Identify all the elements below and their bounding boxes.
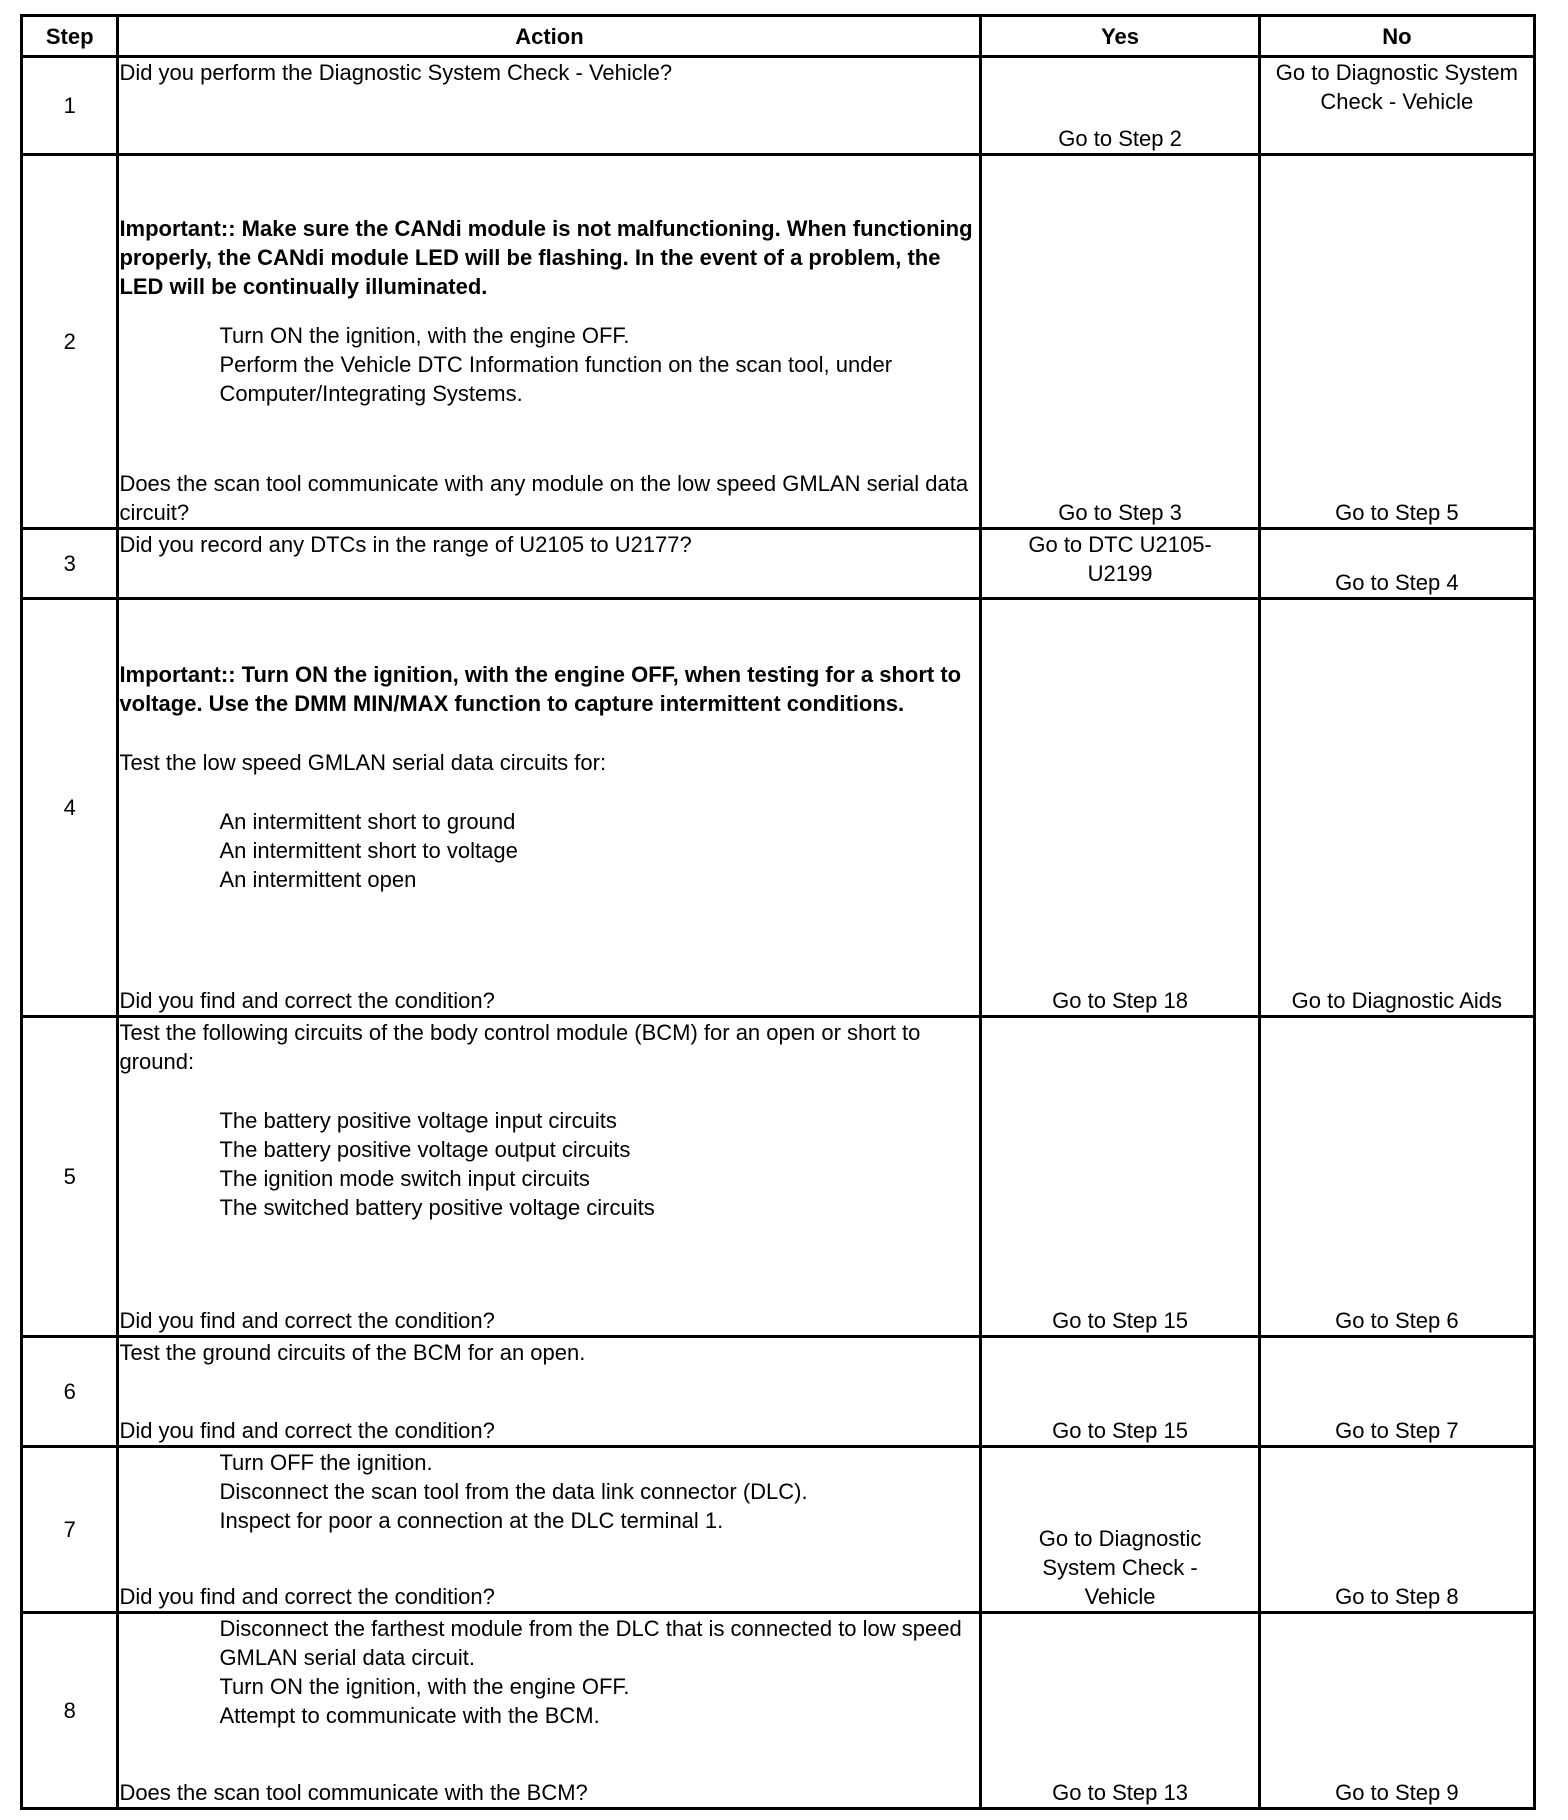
table-row (22, 1017, 1535, 1337)
instruction-item: An intermittent short to ground (219, 809, 516, 834)
header-yes: Yes (981, 16, 1259, 57)
header-row (22, 16, 1535, 57)
yes-cell: Go to Step 13 (981, 1613, 1259, 1809)
action-cell (118, 1017, 981, 1337)
instruction-item: An intermittent short to voltage (219, 838, 518, 863)
no-cell: Go to Step 7 (1259, 1337, 1534, 1447)
question-text: Did you find and correct the condition? (119, 1308, 495, 1333)
question-text: Did you find and correct the condition? (119, 988, 495, 1013)
action-cell (118, 529, 981, 599)
no-cell: Go to Diagnostic Aids (1259, 599, 1534, 1017)
instruction-item: Disconnect the scan tool from the data link connector (DLC). (219, 1479, 808, 1504)
yes-cell: Go to Step 15 (981, 1337, 1259, 1447)
instruction-intro: Test the low speed GMLAN serial data circuits for: (119, 750, 607, 775)
action-cell (118, 1447, 981, 1613)
yes-cell (981, 529, 1259, 599)
action-cell (118, 1337, 981, 1447)
header-step: Step (22, 16, 118, 57)
instruction-item: Disconnect the farthest module from the DLC that is connected to low speed GMLAN serial data circuit. (219, 1616, 962, 1670)
no-cell: Go to Step 8 (1259, 1447, 1534, 1613)
instruction-item: The battery positive voltage output circuits (219, 1137, 631, 1162)
yes-cell: Go to Step 18 (981, 599, 1259, 1017)
important-note: Important:: Make sure the CANdi module is not malfunctioning. When functioning properly, the CANdi module LED will be flashing. In the event of a problem, the LED will be continually illuminated. (119, 216, 973, 299)
step-number: 2 (22, 155, 118, 529)
action-cell (118, 155, 981, 529)
step-number: 3 (22, 529, 118, 599)
important-note: Important:: Turn ON the ignition, with the engine OFF, when testing for a short to voltage. Use the DMM MIN/MAX function to capture intermittent conditions. (119, 662, 962, 716)
instruction-item: The ignition mode switch input circuits (219, 1166, 590, 1191)
table-row (22, 57, 1535, 155)
instruction-item: Inspect for poor a connection at the DLC terminal 1. (219, 1508, 724, 1533)
yes-cell: Go to Step 3 (981, 155, 1259, 529)
table-row (22, 599, 1535, 1017)
instruction-item: Turn ON the ignition, with the engine OFF. (219, 1674, 630, 1699)
instruction-intro: Test the ground circuits of the BCM for an open. (119, 1340, 586, 1365)
instruction-intro: Test the following circuits of the body control module (BCM) for an open or short to ground: (119, 1020, 921, 1074)
table-row (22, 155, 1535, 529)
yes-cell (981, 1447, 1259, 1613)
instruction-item: An intermittent open (219, 867, 417, 892)
question-text: Did you record any DTCs in the range of U2105 to U2177? (119, 532, 692, 557)
yes-cell-text: Go to Diagnostic System Check - Vehicle (1038, 1526, 1202, 1609)
instruction-item: Attempt to communicate with the BCM. (219, 1703, 600, 1728)
action-cell (118, 57, 981, 155)
instruction-item: Turn ON the ignition, with the engine OFF. (219, 323, 630, 348)
step-number: 8 (22, 1613, 118, 1809)
step-number: 4 (22, 599, 118, 1017)
step-number: 6 (22, 1337, 118, 1447)
action-cell (118, 1613, 981, 1809)
instruction-item: The switched battery positive voltage circuits (219, 1195, 655, 1220)
yes-cell-text: Go to DTC U2105-U2199 (1028, 532, 1212, 586)
header-no: No (1259, 16, 1534, 57)
table-row (22, 1613, 1535, 1809)
instruction-item: Turn OFF the ignition. (219, 1450, 433, 1475)
yes-cell: Go to Step 15 (981, 1017, 1259, 1337)
no-cell: Go to Step 9 (1259, 1613, 1534, 1809)
yes-cell: Go to Step 2 (981, 57, 1259, 155)
instruction-item: The battery positive voltage input circuits (219, 1108, 617, 1133)
no-cell: Go to Step 4 (1259, 529, 1534, 599)
question-text: Did you find and correct the condition? (119, 1418, 495, 1443)
question-text: Did you find and correct the condition? (119, 1584, 495, 1609)
step-number: 5 (22, 1017, 118, 1337)
question-text: Did you perform the Diagnostic System Check - Vehicle? (119, 60, 673, 85)
action-cell (118, 599, 981, 1017)
step-number: 7 (22, 1447, 118, 1613)
no-cell: Go to Step 6 (1259, 1017, 1534, 1337)
table-row (22, 1337, 1535, 1447)
diagnostic-table (20, 14, 1536, 1810)
header-action: Action (118, 16, 981, 57)
instruction-item: Perform the Vehicle DTC Information function on the scan tool, under Computer/Integrating Systems. (219, 352, 893, 406)
no-cell: Go to Step 5 (1259, 155, 1534, 529)
step-number: 1 (22, 57, 118, 155)
no-cell: Go to Diagnostic System Check - Vehicle (1259, 57, 1534, 155)
question-text: Does the scan tool communicate with any module on the low speed GMLAN serial data circuit? (119, 471, 969, 525)
question-text: Does the scan tool communicate with the BCM? (119, 1780, 588, 1805)
table-row (22, 529, 1535, 599)
table-row (22, 1447, 1535, 1613)
